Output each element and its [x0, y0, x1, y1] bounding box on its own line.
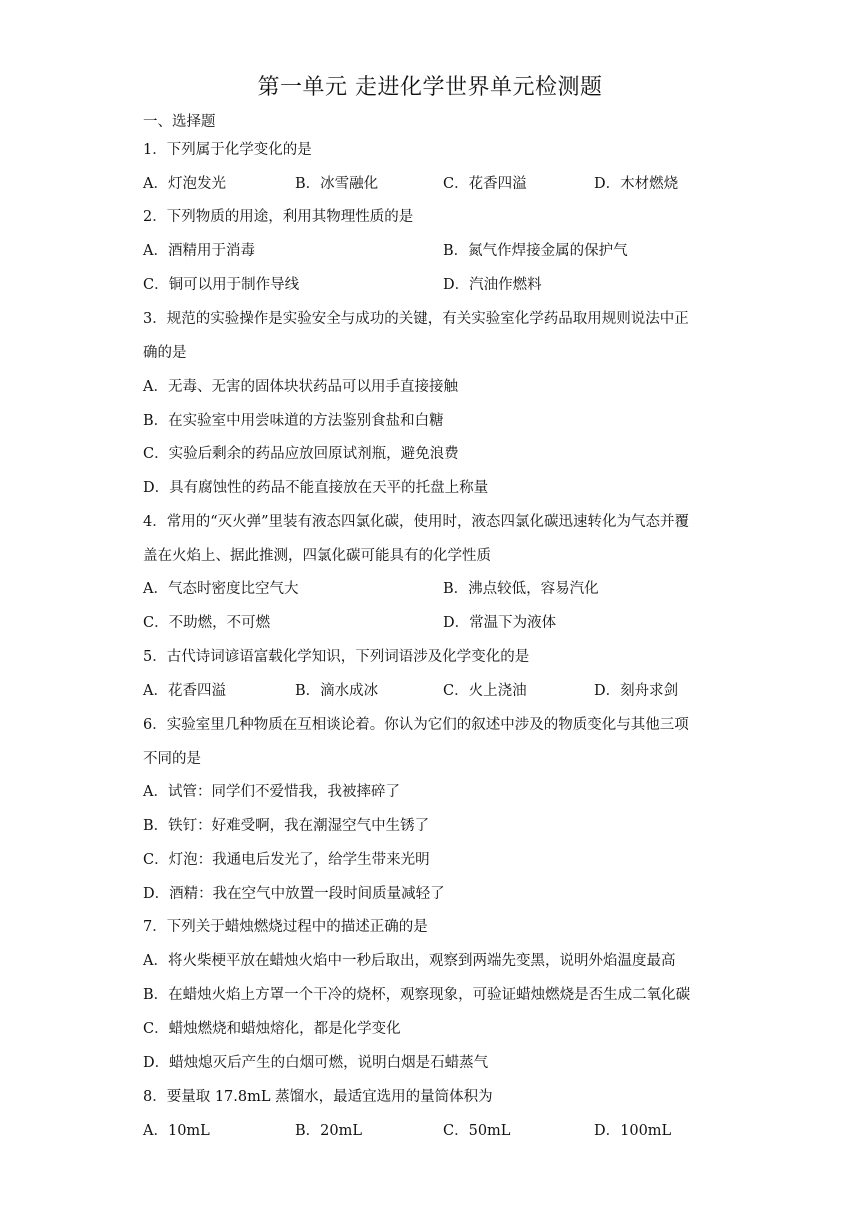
question-2-option-b: B．氮气作焊接金属的保护气 — [443, 243, 628, 259]
question-6-option-c: C．灯泡：我通电后发光了，给学生带来光明 — [143, 852, 430, 868]
question-5-option-c: C．火上浇油 — [443, 683, 527, 699]
question-5-option-b: B．滴水成冰 — [295, 683, 379, 699]
question-2-stem: 2．下列物质的用途，利用其物理性质的是 — [143, 209, 414, 225]
question-6-stem-line-2: 不同的是 — [143, 751, 201, 767]
question-4-option-c: C．不助燃，不可燃 — [143, 615, 271, 631]
question-1-stem: 1．下列属于化学变化的是 — [143, 142, 312, 158]
question-6-option-d: D．酒精：我在空气中放置一段时间质量减轻了 — [143, 886, 445, 902]
question-3-option-c: C．实验后剩余的药品应放回原试剂瓶，避免浪费 — [143, 446, 459, 462]
question-3-option-b: B．在实验室中用尝味道的方法鉴别食盐和白糖 — [143, 413, 444, 429]
question-6-option-b: B．铁钉：好难受啊，我在潮湿空气中生锈了 — [143, 818, 430, 834]
question-7-option-a: A．将火柴梗平放在蜡烛火焰中一秒后取出，观察到两端先变黑，说明外焰温度最高 — [143, 953, 676, 969]
question-8-stem: 8．要量取 17.8mL 蒸馏水，最适宜选用的量筒体积为 — [143, 1089, 493, 1105]
question-8-option-d: D．100mL — [594, 1123, 672, 1139]
question-8-option-a: A．10mL — [143, 1123, 210, 1139]
question-7-option-c: C．蜡烛燃烧和蜡烛熔化，都是化学变化 — [143, 1021, 401, 1037]
question-1-option-b: B．冰雪融化 — [295, 176, 379, 192]
question-5-option-d: D．刻舟求剑 — [594, 683, 679, 699]
question-7-option-d: D．蜡烛熄灭后产生的白烟可燃，说明白烟是石蜡蒸气 — [143, 1055, 489, 1071]
section-heading: 一、选择题 — [143, 114, 216, 130]
question-6-option-a: A．试管：同学们不爱惜我，我被摔碎了 — [143, 784, 400, 800]
question-8-option-c: C．50mL — [443, 1123, 511, 1139]
question-1-option-a: A．灯泡发光 — [143, 176, 226, 192]
question-5-option-a: A．花香四溢 — [143, 683, 226, 699]
question-4-option-d: D．常温下为液体 — [443, 615, 557, 631]
question-7-option-b: B．在蜡烛火焰上方罩一个干冷的烧杯，观察现象，可验证蜡烛燃烧是否生成二氧化碳 — [143, 987, 691, 1003]
question-1-option-d: D．木材燃烧 — [594, 176, 679, 192]
question-1-option-c: C．花香四溢 — [443, 176, 527, 192]
question-7-stem: 7．下列关于蜡烛燃烧过程中的描述正确的是 — [143, 919, 428, 935]
page-title: 第一单元 走进化学世界单元检测题 — [257, 75, 603, 100]
question-4-stem-line-2: 盖在火焰上、据此推测，四氯化碳可能具有的化学性质 — [143, 548, 491, 564]
question-4-option-a: A．气态时密度比空气大 — [143, 581, 299, 597]
question-4-option-b: B．沸点较低，容易汽化 — [443, 581, 599, 597]
question-2-option-d: D．汽油作燃料 — [443, 277, 542, 293]
question-2-option-c: C．铜可以用于制作导线 — [143, 277, 300, 293]
question-2-option-a: A．酒精用于消毒 — [143, 243, 255, 259]
question-6-stem-line-1: 6．实验室里几种物质在互相谈论着。你认为它们的叙述中涉及的物质变化与其他三项 — [143, 717, 689, 733]
question-8-option-b: B．20mL — [295, 1123, 362, 1139]
question-4-stem-line-1: 4．常用的“灭火弹”里装有液态四氯化碳，使用时，液态四氯化碳迅速转化为气态并覆 — [143, 514, 690, 530]
question-3-option-d: D．具有腐蚀性的药品不能直接放在天平的托盘上称量 — [143, 480, 489, 496]
question-3-stem-line-2: 确的是 — [143, 345, 187, 361]
question-3-option-a: A．无毒、无害的固体块状药品可以用手直接接触 — [143, 379, 458, 395]
question-3-stem-line-1: 3．规范的实验操作是实验安全与成功的关键，有关实验室化学药品取用规则说法中正 — [143, 311, 689, 327]
question-5-stem: 5．古代诗词谚语富载化学知识，下列词语涉及化学变化的是 — [143, 649, 530, 665]
